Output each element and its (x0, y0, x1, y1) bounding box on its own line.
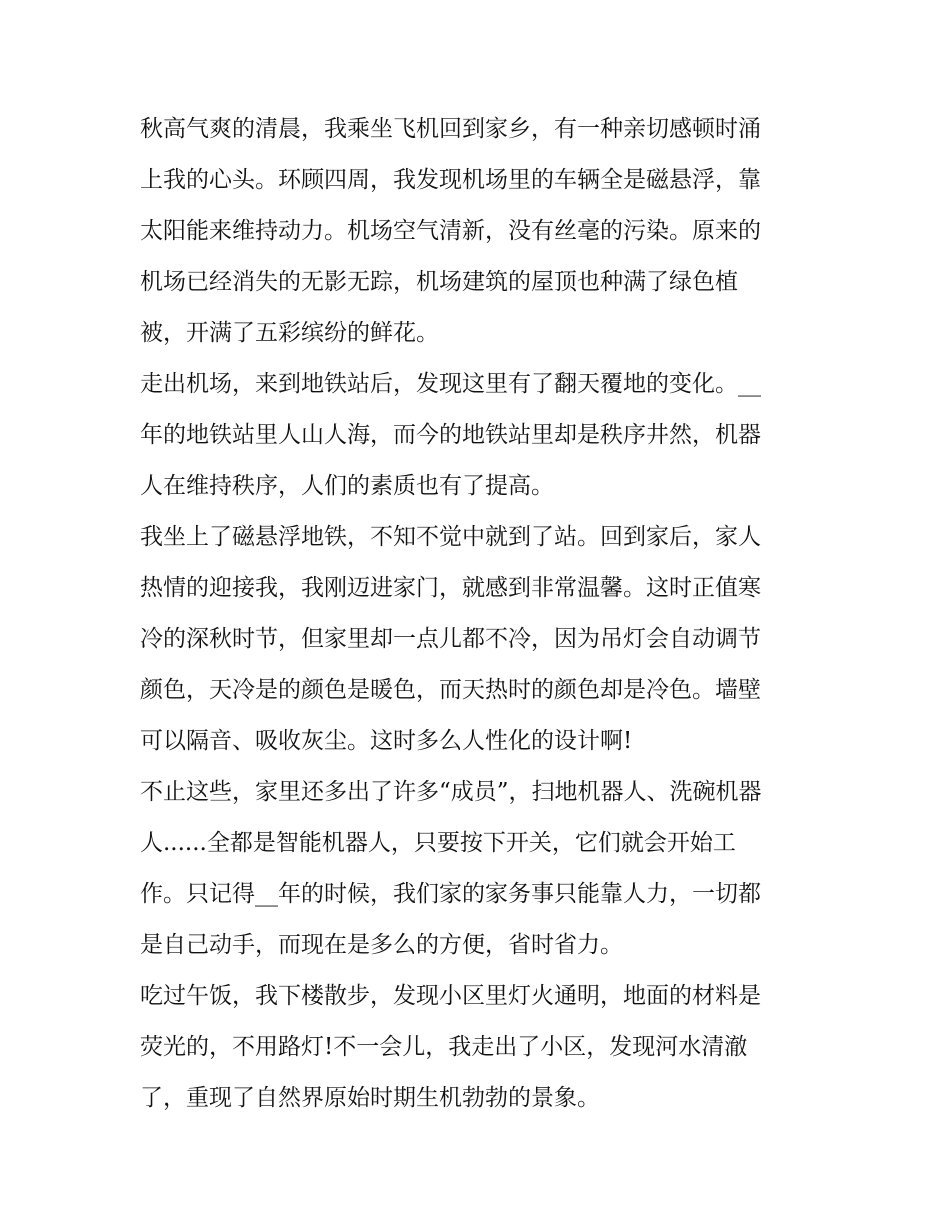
essay-line-10: 热情的迎接我，我刚迈进家门，就感到非常温馨。这时正值寒 (140, 575, 761, 601)
essay-line-2: 上我的心头。环顾四周，我发现机场里的车辆全是磁悬浮，靠 (140, 167, 761, 193)
essay-line-11: 冷的深秋时节，但家里却一点儿都不冷，因为吊灯会自动调节 (140, 626, 761, 652)
essay-line-15: 人......全都是智能机器人，只要按下开关，它们就会开始工 (140, 830, 736, 856)
essay-line-1: 秋高气爽的清晨，我乘坐飞机回到家乡，有一种亲切感顿时涌 (140, 116, 761, 142)
essay-line-17: 是自己动手，而现在是多么的方便，省时省力。 (140, 932, 623, 958)
essay-line-16: 作。只记得__年的时候，我们家的家务事只能靠人力，一切都 (140, 881, 761, 907)
essay-line-9: 我坐上了磁悬浮地铁，不知不觉中就到了站。回到家后，家人 (140, 524, 761, 550)
essay-line-4: 机场已经消失的无影无踪，机场建筑的屋顶也种满了绿色植 (140, 269, 738, 295)
essay-body (140, 104, 815, 1124)
essay-line-3: 太阳能来维持动力。机场空气清新，没有丝毫的污染。原来的 (140, 218, 761, 244)
essay-line-19: 荧光的，不用路灯!不一会儿，我走出了小区，发现河水清澈 (140, 1034, 748, 1060)
essay-line-6: 走出机场，来到地铁站后，发现这里有了翻天覆地的变化。__ (140, 371, 761, 397)
essay-line-20: 了，重现了自然界原始时期生机勃勃的景象。 (140, 1085, 600, 1111)
essay-line-12: 颜色，天冷是的颜色是暖色，而天热时的颜色却是冷色。墙壁 (140, 677, 761, 703)
essay-line-5: 被，开满了五彩缤纷的鲜花。 (140, 320, 439, 346)
essay-line-14: 不止这些，家里还多出了许多“成员”，扫地机器人、洗碗机器 (140, 779, 762, 805)
essay-line-7: 年的地铁站里人山人海，而今的地铁站里却是秩序井然，机器 (140, 422, 761, 448)
essay-line-8: 人在维持秩序，人们的素质也有了提高。 (140, 473, 554, 499)
essay-line-18: 吃过午饭，我下楼散步，发现小区里灯火通明，地面的材料是 (140, 983, 761, 1009)
essay-line-13: 可以隔音、吸收灰尘。这时多么人性化的设计啊! (140, 728, 633, 754)
